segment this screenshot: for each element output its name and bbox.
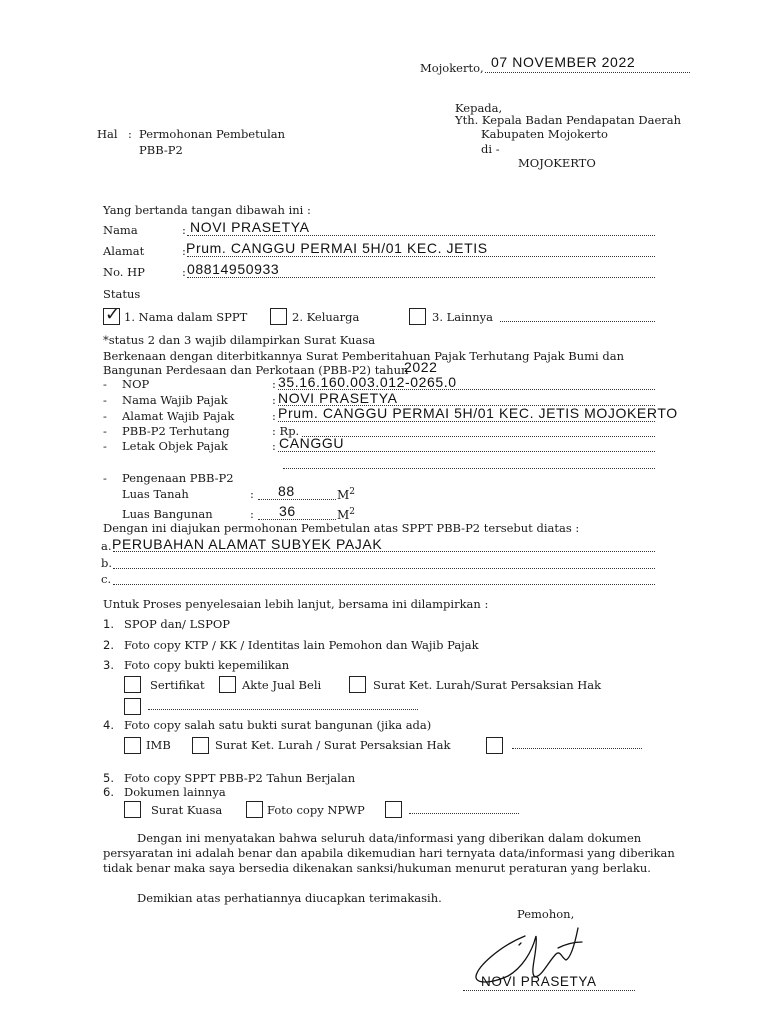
closing-thanks: Demikian atas perhatiannya diucapkan terimakasih. bbox=[137, 891, 442, 905]
tax-year: 2022 bbox=[404, 359, 438, 375]
option-imb: IMB bbox=[146, 738, 171, 752]
place-label: Mojokerto, bbox=[420, 61, 484, 75]
wp-value: NOVI PRASETYA bbox=[278, 390, 398, 406]
luas-tanah-colon: : bbox=[250, 487, 254, 501]
luas-bangunan-value: 36 bbox=[279, 503, 296, 519]
nop-colon: : bbox=[272, 377, 276, 391]
status-option-3: 3. Lainnya bbox=[432, 310, 493, 324]
alamat-wp-bullet: - bbox=[103, 409, 107, 423]
subject-label: Hal bbox=[97, 127, 118, 141]
attachments-intro: Untuk Proses penyelesaian lebih lanjut, bersama ini dilampirkan : bbox=[103, 597, 489, 611]
luas-bangunan-label: Luas Bangunan bbox=[122, 507, 213, 521]
request-letter-b: b. bbox=[101, 556, 113, 570]
attachment-item-3: Foto copy bukti kepemilikan bbox=[124, 658, 290, 672]
status-checkbox-3[interactable] bbox=[409, 308, 426, 325]
luas-tanah-unit: $M^2$ bbox=[337, 487, 356, 502]
recipient-line-5: MOJOKERTO bbox=[518, 156, 596, 170]
option-surat-kuasa: Surat Kuasa bbox=[151, 803, 223, 817]
checkbox-imb[interactable] bbox=[124, 737, 141, 754]
request-letter-c: c. bbox=[101, 572, 112, 586]
item4-other-dotted-line bbox=[512, 748, 642, 749]
subject-line-1: Permohonan Pembetulan bbox=[139, 127, 286, 141]
request-intro: Dengan ini diajukan permohonan Pembetulan atas SPPT PBB-P2 tersebut diatas : bbox=[103, 521, 580, 535]
letter-date: 07 NOVEMBER 2022 bbox=[491, 54, 636, 70]
letak-bullet: - bbox=[103, 439, 107, 453]
luas-bangunan-unit: $M^2$ bbox=[337, 507, 356, 522]
pengenaan-label: Pengenaan PBB-P2 bbox=[122, 471, 234, 485]
alamat-wp-value: Prum. CANGGU PERMAI 5H/01 KEC. JETIS MOJOKERTO bbox=[278, 405, 678, 421]
letak-colon: : bbox=[272, 439, 276, 453]
attachment-item-6: Dokumen lainnya bbox=[124, 785, 226, 799]
request-letter-a: a. bbox=[101, 539, 112, 553]
item6-other-dotted-line bbox=[409, 813, 519, 814]
nama-label: Nama bbox=[103, 223, 138, 237]
letak-dotted-line-2 bbox=[283, 468, 655, 469]
nop-value: 35.16.160.003.012-0265.0 bbox=[278, 374, 457, 390]
applicant-label: Pemohon, bbox=[517, 907, 575, 921]
attachment-num-2: 2. bbox=[103, 638, 114, 652]
letak-value: CANGGU bbox=[279, 435, 345, 451]
alamat-label: Alamat bbox=[103, 244, 145, 258]
checkbox-item3-other[interactable] bbox=[124, 698, 141, 715]
letak-label: Letak Objek Pajak bbox=[122, 439, 228, 453]
recipient-line-4: di - bbox=[481, 142, 500, 156]
option-npwp: Foto copy NPWP bbox=[267, 803, 365, 817]
luas-bangunan-colon: : bbox=[250, 507, 254, 521]
hp-label: No. HP bbox=[103, 265, 145, 279]
request-a-value: PERUBAHAN ALAMAT SUBYEK PAJAK bbox=[112, 536, 383, 552]
nop-label: NOP bbox=[122, 377, 150, 391]
attachment-num-3: 3. bbox=[103, 658, 114, 672]
wp-bullet: - bbox=[103, 393, 107, 407]
terhutang-prefix: : Rp. bbox=[272, 424, 300, 438]
closing-paragraph-line-1: Dengan ini menyatakan bahwa seluruh data/informasi yang diberikan dalam dokumen bbox=[137, 831, 642, 845]
attachment-item-4: Foto copy salah satu bukti surat bangunan (jika ada) bbox=[124, 718, 432, 732]
subject-colon: : bbox=[128, 127, 132, 141]
status-checkbox-1[interactable] bbox=[103, 304, 121, 325]
luas-tanah-label: Luas Tanah bbox=[122, 487, 189, 501]
terhutang-label: PBB-P2 Terhutang bbox=[122, 424, 230, 438]
attachment-num-1: 1. bbox=[103, 617, 114, 631]
nama-colon: : bbox=[182, 223, 186, 237]
status-other-dotted-line bbox=[500, 321, 655, 322]
checkbox-surat-ket-lurah-bangunan[interactable] bbox=[192, 737, 209, 754]
hp-colon: : bbox=[182, 265, 186, 279]
checkbox-item4-other[interactable] bbox=[486, 737, 503, 754]
option-surat-ket-lurah: Surat Ket. Lurah/Surat Persaksian Hak bbox=[373, 678, 602, 692]
identity-intro: Yang bertanda tangan dibawah ini : bbox=[103, 203, 311, 217]
alamat-value: Prum. CANGGU PERMAI 5H/01 KEC. JETIS bbox=[186, 240, 488, 256]
date-dotted-line bbox=[485, 72, 690, 73]
option-sertifikat: Sertifikat bbox=[150, 678, 205, 692]
attachment-num-5: 5. bbox=[103, 771, 114, 785]
closing-paragraph-line-3: tidak benar maka saya bersedia dikenakan sanksi/hukuman menurut peraturan yang berlaku. bbox=[103, 861, 651, 875]
tax-intro-line-2: Bangunan Perdesaan dan Perkotaan (PBB-P2) tahun bbox=[103, 363, 409, 377]
request-b-dotted-line bbox=[113, 568, 655, 569]
recipient-line-2: Yth. Kepala Badan Pendapatan Daerah bbox=[455, 113, 682, 127]
attachment-num-6: 6. bbox=[103, 785, 114, 799]
attachment-item-2: Foto copy KTP / KK / Identitas lain Pemohon dan Wajib Pajak bbox=[124, 638, 479, 652]
tax-intro-line-1: Berkenaan dengan diterbitkannya Surat Pemberitahuan Pajak Terhutang Pajak Bumi dan bbox=[103, 349, 624, 363]
recipient-line-3: Kabupaten Mojokerto bbox=[481, 127, 608, 141]
checkbox-surat-kuasa[interactable] bbox=[124, 801, 141, 818]
signer-dotted-line bbox=[463, 990, 635, 991]
option-akte-jual-beli: Akte Jual Beli bbox=[242, 678, 322, 692]
nop-bullet: - bbox=[103, 377, 107, 391]
checkmark-icon: ✓ bbox=[105, 304, 121, 325]
status-checkbox-2[interactable] bbox=[270, 308, 287, 325]
checkbox-surat-ket-lurah[interactable] bbox=[349, 676, 366, 693]
status-option-2: 2. Keluarga bbox=[292, 310, 360, 324]
signer-name: NOVI PRASETYA bbox=[481, 974, 597, 989]
request-c-dotted-line bbox=[113, 584, 655, 585]
closing-paragraph-line-2: persyaratan ini adalah benar dan apabila dikemudian hari ternyata data/informasi yang diberikan bbox=[103, 846, 675, 860]
attachment-num-4: 4. bbox=[103, 718, 114, 732]
luas-tanah-value: 88 bbox=[278, 483, 295, 499]
status-option-1: 1. Nama dalam SPPT bbox=[124, 310, 248, 324]
nama-value: NOVI PRASETYA bbox=[190, 219, 310, 235]
terhutang-dotted-line bbox=[302, 436, 655, 437]
luas-bangunan-dotted-line bbox=[258, 519, 336, 520]
item3-other-dotted-line bbox=[148, 709, 418, 710]
hp-value: 08814950933 bbox=[187, 261, 280, 277]
luas-tanah-dotted-line bbox=[258, 499, 336, 500]
option-surat-ket-lurah-bangunan: Surat Ket. Lurah / Surat Persaksian Hak bbox=[215, 738, 451, 752]
recipient-line-1: Kepada, bbox=[455, 101, 503, 115]
alamat-colon: : bbox=[182, 244, 186, 258]
checkbox-npwp[interactable] bbox=[246, 801, 263, 818]
attachment-item-1: SPOP dan/ LSPOP bbox=[124, 617, 231, 631]
wp-colon: : bbox=[272, 393, 276, 407]
subject-line-2: PBB-P2 bbox=[139, 143, 183, 157]
status-note: *status 2 dan 3 wajib dilampirkan Surat Kuasa bbox=[103, 333, 376, 347]
status-label: Status bbox=[103, 287, 141, 301]
wp-label: Nama Wajib Pajak bbox=[122, 393, 228, 407]
alamat-wp-label: Alamat Wajib Pajak bbox=[122, 409, 235, 423]
checkbox-item6-other[interactable] bbox=[385, 801, 402, 818]
terhutang-bullet: - bbox=[103, 424, 107, 438]
alamat-wp-colon: : bbox=[272, 409, 276, 423]
attachment-item-5: Foto copy SPPT PBB-P2 Tahun Berjalan bbox=[124, 771, 356, 785]
checkbox-sertifikat[interactable] bbox=[124, 676, 141, 693]
checkbox-akte-jual-beli[interactable] bbox=[219, 676, 236, 693]
pengenaan-bullet: - bbox=[103, 471, 107, 485]
